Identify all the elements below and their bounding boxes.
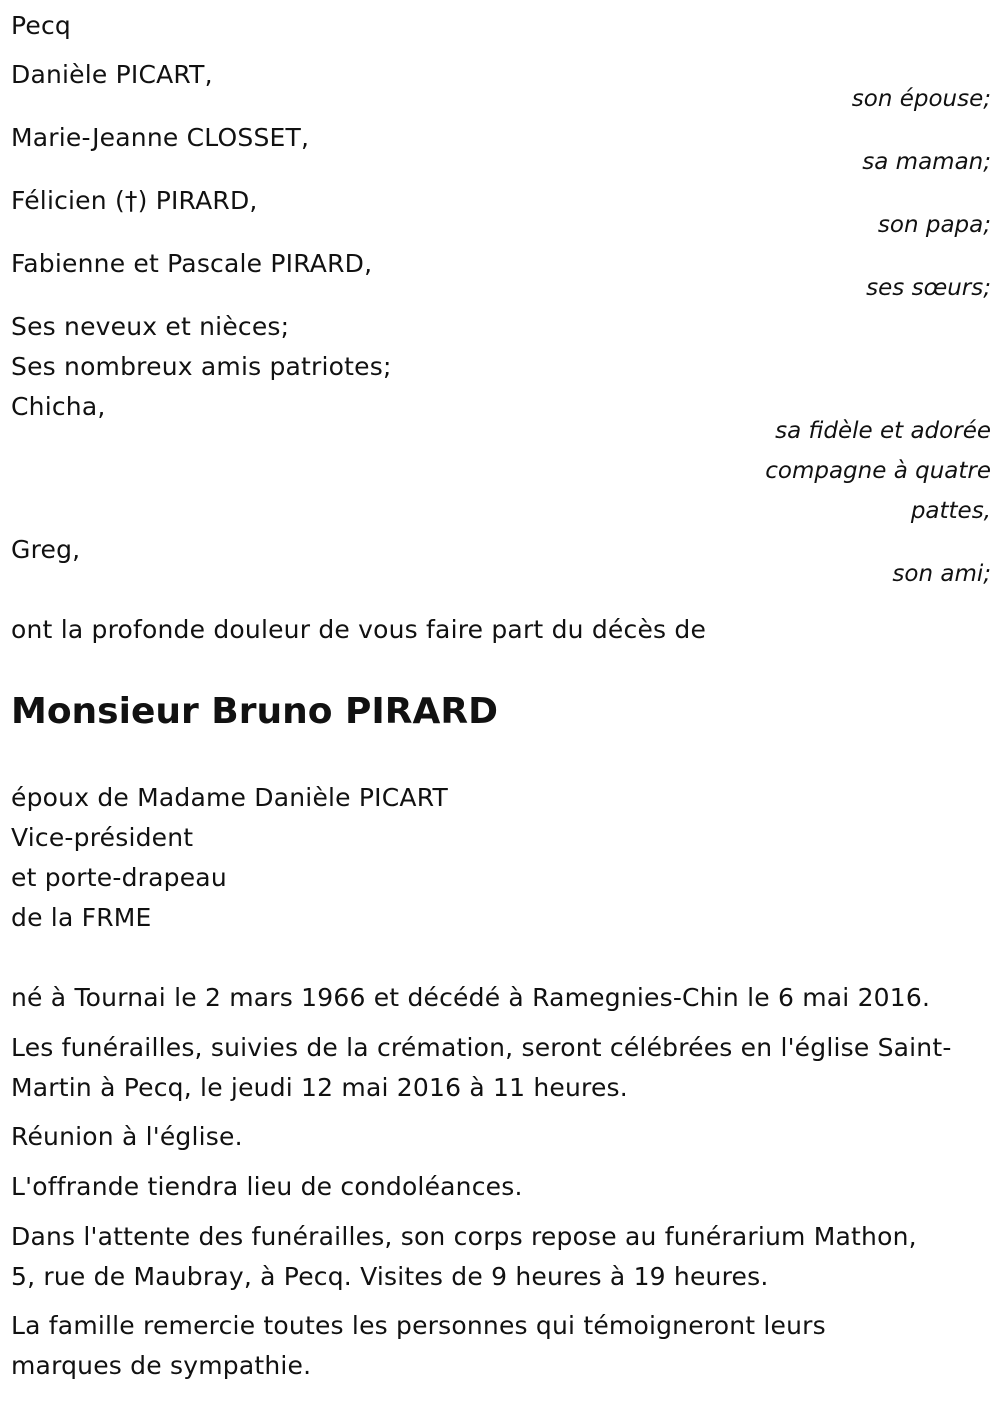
thanks-line-2: marques de sympathie. (11, 1351, 312, 1380)
funeral-line-2: Martin à Pecq, le jeudi 12 mai 2016 à 11 heures. (11, 1073, 628, 1102)
announcement: ont la profonde douleur de vous faire part du décès de (11, 615, 707, 644)
family-role-sisters: ses sœurs; (866, 275, 991, 301)
family-name-sisters: Fabienne et Pascale PIRARD, (11, 249, 373, 278)
family-role-father: son papa; (877, 212, 991, 238)
title-role-3: de la FRME (11, 903, 152, 932)
rest-line-1: Dans l'attente des funérailles, son corps repose au funérarium Mathon, (11, 1222, 917, 1251)
title-role-2: et porte-drapeau (11, 863, 227, 892)
thanks-line-1: La famille remercie toutes les personnes qui témoigneront leurs (11, 1311, 826, 1340)
meeting: Réunion à l'église. (11, 1122, 243, 1151)
other-relatives-friends: Ses nombreux amis patriotes; (11, 352, 392, 381)
family-role-mother: sa maman; (862, 149, 991, 175)
offering: L'offrande tiendra lieu de condoléances. (11, 1172, 523, 1201)
location: Pecq (11, 11, 71, 40)
family-name-mother: Marie-Jeanne CLOSSET, (11, 123, 310, 152)
family-role-spouse: son épouse; (851, 86, 991, 112)
family-name-spouse: Danièle PICART, (11, 60, 213, 89)
pet-role-line-2: compagne à quatre (765, 458, 991, 484)
birth-death: né à Tournai le 2 mars 1966 et décédé à Ramegnies-Chin le 6 mai 2016. (11, 983, 931, 1012)
friend-role: son ami; (892, 561, 991, 587)
rest-line-2: 5, rue de Maubray, à Pecq. Visites de 9 heures à 19 heures. (11, 1262, 769, 1291)
pet-role-line-1: sa fidèle et adorée (775, 418, 991, 444)
deceased-name: Monsieur Bruno PIRARD (11, 691, 498, 732)
family-name-father: Félicien (†) PIRARD, (11, 186, 258, 215)
friend-name: Greg, (11, 535, 81, 564)
title-spouse: époux de Madame Danièle PICART (11, 783, 448, 812)
other-relatives-nephews: Ses neveux et nièces; (11, 312, 290, 341)
pet-role-line-3: pattes, (910, 498, 991, 524)
funeral-line-1: Les funérailles, suivies de la crémation, seront célébrées en l'église Saint- (11, 1033, 952, 1062)
obituary-notice (11, 0, 991, 1401)
title-role-1: Vice-président (11, 823, 194, 852)
other-relatives-pet: Chicha, (11, 392, 106, 421)
